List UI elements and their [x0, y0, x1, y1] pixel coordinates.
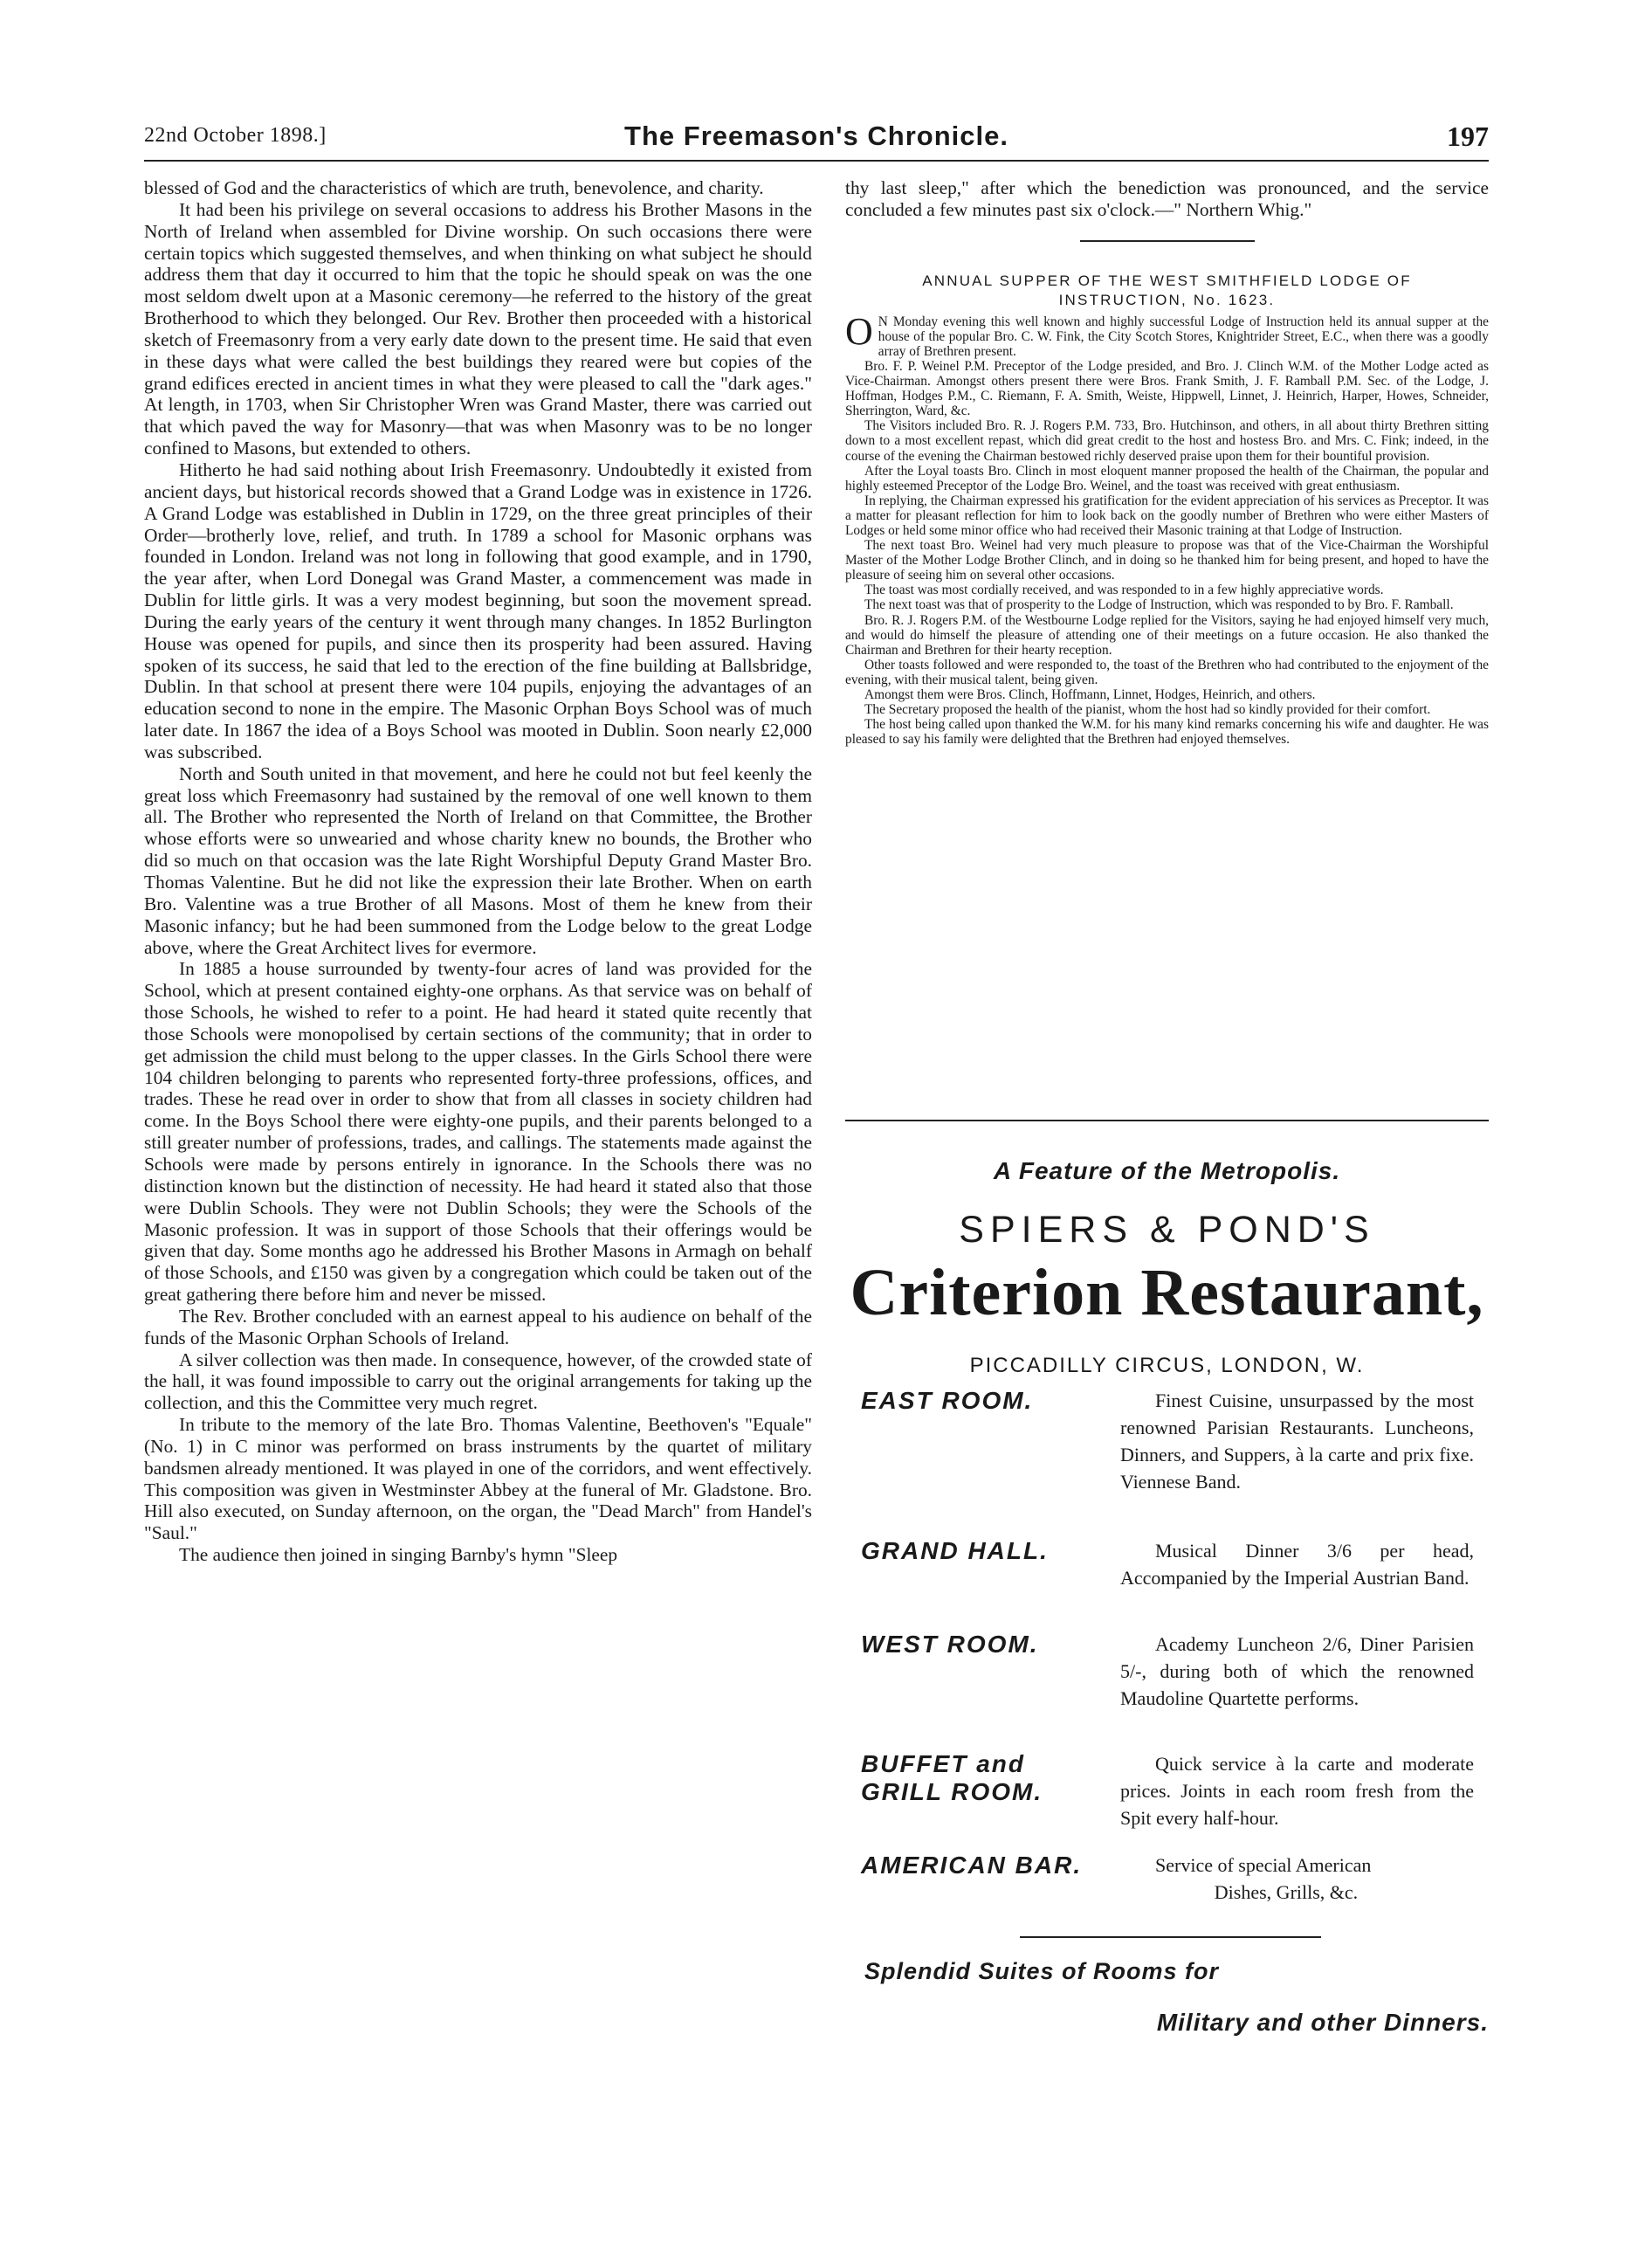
room-name: AMERICAN BAR.: [861, 1852, 1083, 1879]
article-paragraph: A silver collection was then made. In consequence, however, of the crowded state of the hall, it was found impossible to carry out the original arrangements for taking up the collection, and this the Committee very much regret.: [144, 1348, 812, 1414]
article-continuation: thy last sleep," after which the benediction was pronounced, and the service concluded a few minutes past six o'clock.—" Northern Whig.": [845, 177, 1489, 220]
room-name: GRAND HALL.: [861, 1537, 1049, 1564]
issue-date: 22nd October 1898.]: [144, 124, 327, 147]
report-paragraph: Other toasts followed and were responded to, the toast of the Brethren who had contributed to the enjoyment of the evening, with their musical talent, being given.: [845, 657, 1489, 687]
room-description: Musical Dinner 3/6 per head, Accompanied by the Imperial Austrian Band.: [1120, 1540, 1474, 1589]
article-paragraph: blessed of God and the characteristics of which are truth, benevolence, and charity.: [144, 177, 764, 198]
report-paragraph: After the Loyal toasts Bro. Clinch in most eloquent manner proposed the health of the Chairman, the popular and highly esteemed Preceptor of the Lodge Bro. Weinel, and the toast was received with great enthusiasm.: [845, 463, 1489, 493]
advert-top-rule: [845, 1120, 1489, 1121]
report-paragraph: The next toast Bro. Weinel had very much pleasure to propose was that of the Vice-Chairman the Worshipful Master of the Mother Lodge Brother Clinch, and in doing so he thanked him for being present, and hoped to have the pleasure of seeing him on several other occasions.: [845, 538, 1489, 583]
report-title: ANNUAL SUPPER OF THE WEST SMITHFIELD LODGE OF: [922, 272, 1412, 289]
room-name: WEST ROOM.: [861, 1631, 1039, 1658]
advert-divider: [1020, 1936, 1321, 1938]
room-description: Finest Cuisine, unsurpassed by the most renowned Parisian Restaurants. Luncheons, Dinners, and Suppers, à la carte and prix fixe. Viennese Band.: [1120, 1390, 1474, 1493]
left-column: [144, 177, 812, 1566]
room-name-line: GRILL ROOM.: [861, 1778, 1043, 1805]
advert-brand: SPIERS & POND'S: [959, 1209, 1375, 1251]
room-description-line: Service of special American: [1155, 1854, 1372, 1876]
report-paragraph: The Secretary proposed the health of the pianist, whom the host had so kindly provided for their comfort.: [864, 702, 1431, 718]
report-paragraph: In replying, the Chairman expressed his gratification for the evident appreciation of his services as Preceptor. It was a matter for pleasant reflection for him to look back on the goodly number of Brethren who were either Masters of Lodges or held some minor office who had received their Masonic training at that Lodge of Instruction.: [845, 493, 1489, 538]
article-paragraph: In 1885 a house surrounded by twenty-four acres of land was provided for the School, which at present contained eighty-one orphans. As that service was on behalf of those Schools, he wished to refer to a point. He had heard it stated quite recently that those Schools were monopolised by certain sections of the community; that in order to get admission the child must belong to the upper classes. In the Girls School there were 104 children belonging to parents who represented forty-three professions, offices, and trades. These he read over in order to show that from all classes in society children had come. In the Boys School there were eighty-one pupils, and their parents belonged to a still greater number of professions, trades, and callings. The statements made against the Schools were made by persons entirely in ignorance. In the Schools there was no distinction known but the distinction of necessity. He had heard it stated also that those were Dublin Schools. They were not Dublin Schools; they were the Schools of the Masonic profession. It was in support of those Schools that their offerings would be given that day. Some months ago he addressed his Brother Masons in Armagh on behalf of those Schools, and £150 was given by a congregation which could be taken out of the great gathering there before him and never be missed.: [144, 958, 812, 1306]
article-paragraph: It had been his privilege on several occasions to address his Brother Masons in the North of Ireland when assembled for Divine worship. On such occasions there were certain topics which suggested themselves, and when thinking on what subject he should address them that day it occurred to him that the topic he should speak on was the one most seldom dwelt upon at a Masonic ceremony—he referred to the history of the great Brotherhood to which they belonged. Our Rev. Brother then proceeded with a historical sketch of Freemasonry from a very early date down to the present time. He said that even in these days what were called the best buildings they reared were but copies of the grand edifices erected in ancient times in what they were pleased to call the "dark ages." At length, in 1703, when Sir Christopher Wren was Grand Master, there was carried out that which paved the way for Masonry—that was when Masonry was to be no longer confined to Masons, but extended to others.: [144, 198, 812, 459]
article-paragraph: The Rev. Brother concluded with an earnest appeal to his audience on behalf of the funds of the Masonic Orphan Schools of Ireland.: [144, 1305, 812, 1348]
report-paragraph: The toast was most cordially received, and was responded to in a few highly appreciative words.: [864, 583, 1384, 598]
room-description: Academy Luncheon 2/6, Diner Parisien 5/-, during both of which the renowned Maudoline Quartette performs.: [1120, 1633, 1474, 1709]
advert-address: PICCADILLY CIRCUS, LONDON, W.: [969, 1354, 1365, 1377]
report-subtitle: INSTRUCTION, No. 1623.: [1058, 291, 1276, 308]
report-lead-paragraph: O N Monday evening this well known and highly successful Lodge of Instruction held its annual supper at the house of the popular Bro. C. W. Fink, the City Scotch Stores, Knightrider Street, E.C., when there was a goodly array of Brethren present.: [845, 309, 1489, 359]
report-paragraph: The next toast was that of prosperity to the Lodge of Instruction, which was responded to by Bro. F. Ramball.: [864, 597, 1454, 613]
article-paragraph: In tribute to the memory of the late Bro. Thomas Valentine, Beethoven's "Equale" (No. 1) in C minor was performed on brass instruments by the quartet of military bandsmen already mentioned. It was played in one of the corridors, and went effectively. This composition was given in Westminster Abbey at the funeral of Mr. Gladstone. Bro. Hill also executed, on Sunday afternoon, on the organ, the "Dead March" from Handel's "Saul.": [144, 1414, 812, 1544]
room-description: [1098, 1852, 1474, 1906]
drop-cap: O: [845, 309, 873, 353]
advert-footer-line: Military and other Dinners.: [1156, 2009, 1489, 2036]
page-number: 197: [1447, 121, 1489, 152]
advert-footer-line: Splendid Suites of Rooms for: [864, 1958, 1220, 1984]
right-column: [845, 177, 1489, 747]
advert-feature-line: A Feature of the Metropolis.: [993, 1157, 1341, 1184]
header-rule: [144, 160, 1489, 162]
room-name-line: BUFFET and: [861, 1750, 1025, 1777]
report-paragraph: Amongst them were Bros. Clinch, Hoffmann, Linnet, Hodges, Heinrich, and others.: [864, 687, 1316, 703]
publication-title: The Freemason's Chronicle.: [624, 121, 1008, 151]
report-paragraph: The Visitors included Bro. R. J. Rogers P.M. 733, Bro. Hutchinson, and others, in all about thirty Brethren sitting down to a most excellent repast, which did great credit to the host and hostess Bro. and Mrs. C. Fink; indeed, in the course of the evening the Chairman bestowed richly deserved praise upon them for their bountiful provision.: [845, 418, 1489, 464]
advertisement: [845, 1120, 1489, 2124]
report-paragraph: Bro. R. J. Rogers P.M. of the Westbourne Lodge replied for the Visitors, saying he had enjoyed himself very much, and would do himself the pleasure of attending one of their meetings on a future occasion. He also thanked the Chairman and Brethren for their hearty reception.: [845, 612, 1489, 658]
article-paragraph: Hitherto he had said nothing about Irish Freemasonry. Undoubtedly it existed from ancient days, but historical records showed that a Grand Lodge was in existence in 1726. A Grand Lodge was established in Dublin in 1729, on the three great principles of their Order—brotherly love, relief, and truth. In 1789 a school for Masonic orphans was founded in London. Ireland was not long in following that good example, and in 1790, the year after, when Lord Donegal was Grand Master, a commencement was made in Dublin for little girls. It was a very modest beginning, but soon the movement spread. During the early years of the century it went through many changes. In 1852 Burlington House was opened for pupils, and since then its prosperity had been assured. Having spoken of its success, he said that led to the erection of the fine building at Ballsbridge, Dublin. In that school at present there were 104 pupils, enjoying the advantages of an education second to none in the empire. The Masonic Orphan Boys School was of much later date. In 1867 the idea of a Boys School was mooted in Dublin. Soon nearly £2,000 was subscribed.: [144, 459, 812, 762]
advert-restaurant-name: Criterion Restaurant,: [850, 1256, 1484, 1329]
article-paragraph: The audience then joined in singing Barnby's hymn "Sleep: [179, 1544, 618, 1566]
room-description: Quick service à la carte and moderate prices. Joints in each room fresh from the Spit every half-hour.: [1120, 1753, 1474, 1829]
page-header: [144, 121, 1489, 157]
room-name: EAST ROOM.: [861, 1387, 1034, 1414]
report-paragraph: The host being called upon thanked the W.M. for his many kind remarks concerning his wife and daughter. He was pleased to say his family were delighted that the Brethren had enjoyed themselves.: [845, 717, 1489, 748]
article-paragraph: North and South united in that movement, and here he could not but feel keenly the great loss which Freemasonry had sustained by the removal of one well known to them all. The Brother who represented the North of Ireland on that Committee, the Brother whose efforts were so unwearied and whose charity knew no bounds, the Brother who did so much on that occasion was the late Right Worshipful Deputy Grand Master Bro. Thomas Valentine. But he did not like the expression their late Brother. When on earth Bro. Valentine was a true Brother of all Masons. Most of them he knew from their Masonic infancy; but he had been summoned from the Lodge below to the great Lodge above, where the Great Architect lives for evermore.: [144, 762, 812, 958]
room-description-line: Dishes, Grills, &c.: [1214, 1881, 1359, 1903]
report-paragraph: Bro. F. P. Weinel P.M. Preceptor of the Lodge presided, and Bro. J. Clinch W.M. of the Mother Lodge acted as Vice-Chairman. Amongst others present there were Bros. Frank Smith, J. F. Ramball P.M. Sec. of the Lodge, J. Hoffman, Hodges P.M., C. Riemann, F. A. Smith, Weiste, Hippwell, Linnet, J. Heinrich, Harper, Howes, Schneider, Sherrington, Ward, &c.: [845, 358, 1489, 419]
room-name: [861, 1750, 1043, 1806]
